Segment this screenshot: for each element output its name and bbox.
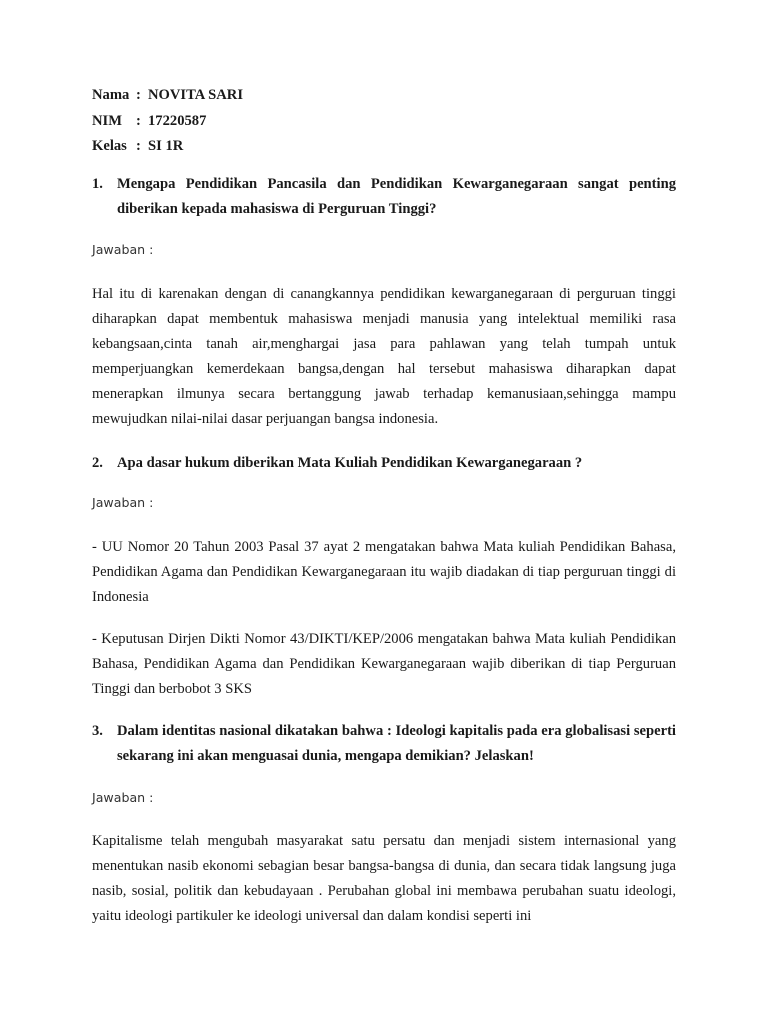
nama-label: Nama	[92, 87, 130, 103]
identity-nim-row	[92, 113, 206, 130]
answer-1-paragraph-1: Hal itu di karenakan dengan di canangkannya pendidikan kewarganegaraan di perguruan tinggi diharapkan dapat membentuk mahasiswa menjadi manusia yang intelektual memiliki rasa kebangsaan,cinta tanah air,menghargai jasa para pahlawan yang telah tumpah untuk memperjuangkan kemerdekaan bangsa,dengan hal tersebut mahasiswa diharapkan dapat menerapkan ilmunya secara bertanggung jawab terhadap kemanusiaan,sehingga mampu mewujudkan nilai-nilai dasar perjuangan bangsa indonesia.	[92, 286, 676, 427]
nama-value: NOVITA SARI	[148, 87, 244, 103]
nim-label: NIM	[92, 113, 122, 129]
kelas-value: SI 1R	[148, 138, 184, 154]
answer-3-paragraph-1: Kapitalisme telah mengubah masyarakat satu persatu dan menjadi sistem internasional yang menentukan nasib ekonomi sebagian besar bangsa-bangsa di dunia, dan secara tidak langsung juga nasib, sosial, politik dan kebudayaan . Perubahan global ini membawa perubahan suatu ideologi, yaitu ideologi partikuler ke ideologi universal dan dalam kondisi seperti ini	[92, 833, 676, 924]
question-text: Dalam identitas nasional dikatakan bahwa : Ideologi kapitalis pada era globalisasi seperti sekarang ini akan menguasai dunia, mengapa demikian? Jelaskan!	[117, 723, 676, 764]
nim-value: 17220587	[148, 113, 207, 129]
kelas-separator: :	[136, 138, 141, 154]
answer-2-paragraph-1: - UU Nomor 20 Tahun 2003 Pasal 37 ayat 2 mengatakan bahwa Mata kuliah Pendidikan Bahasa, Pendidikan Agama dan Pendidikan Kewarganegaraan itu wajib diadakan di tiap perguruan tinggi di Indonesia	[92, 539, 676, 605]
question-text: Apa dasar hukum diberikan Mata Kuliah Pendidikan Kewarganegaraan ?	[117, 455, 583, 471]
answer-label-2: Jawaban :	[92, 495, 154, 510]
identity-kelas-row	[92, 138, 183, 155]
answer-2-paragraph-2: - Keputusan Dirjen Dikti Nomor 43/DIKTI/KEP/2006 mengatakan bahwa Mata kuliah Pendidikan Bahasa, Pendidikan Agama dan Pendidikan Kewarganegaraan wajib diberikan di tiap Perguruan Tinggi dan berbobot 3 SKS	[92, 631, 676, 697]
question-number: 2.	[92, 455, 103, 471]
question-number: 1.	[92, 176, 103, 192]
identity-nama-row	[92, 87, 243, 104]
question-2	[92, 451, 676, 476]
nama-separator: :	[136, 87, 141, 103]
question-1	[92, 172, 676, 222]
answer-label-3: Jawaban :	[92, 790, 154, 805]
answer-label-1: Jawaban :	[92, 242, 154, 257]
nim-separator: :	[136, 113, 141, 129]
question-3	[92, 719, 676, 769]
kelas-label: Kelas	[92, 138, 127, 154]
question-text: Mengapa Pendidikan Pancasila dan Pendidikan Kewarganegaraan sangat penting diberikan kepada mahasiswa di Perguruan Tinggi?	[117, 176, 676, 217]
question-number: 3.	[92, 723, 103, 739]
